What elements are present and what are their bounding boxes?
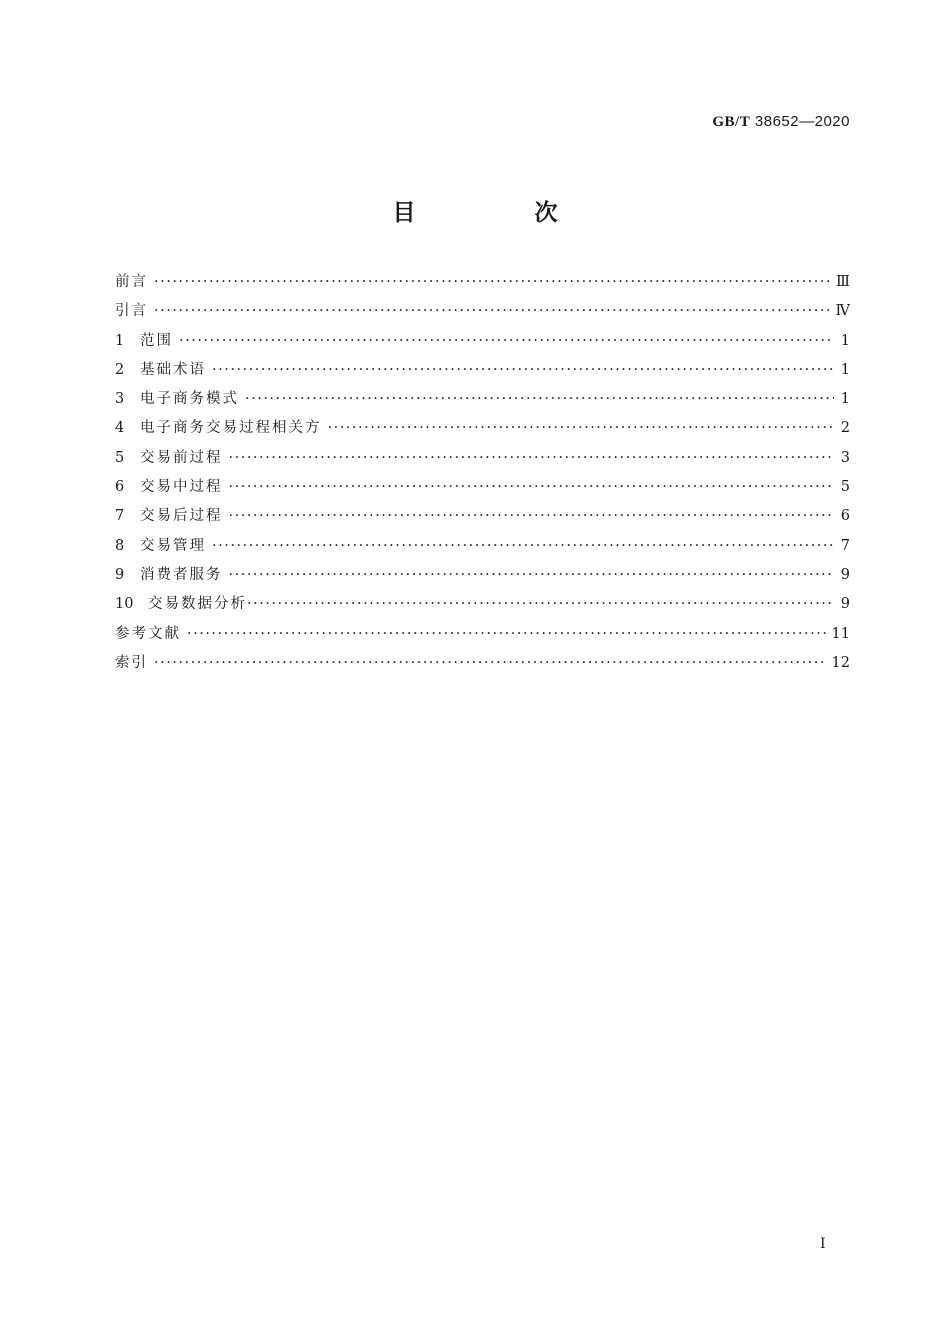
toc-leader-dots <box>229 450 835 466</box>
toc-entry-number: 9 <box>115 566 125 583</box>
toc-leader-dots <box>187 626 826 642</box>
toc-leader-dots <box>179 333 834 349</box>
toc-leader-dots <box>212 362 834 378</box>
toc-entry-title: 引言 <box>115 303 148 320</box>
standard-prefix: GB/T <box>712 114 751 130</box>
toc-leader-dots <box>212 538 834 554</box>
toc-entry-number: 10 <box>115 596 134 613</box>
toc-entry-page: Ⅲ <box>836 274 850 290</box>
toc-entry-number: 4 <box>115 420 125 437</box>
standard-number: 38652—2020 <box>754 113 850 130</box>
toc-leader-dots <box>328 420 835 436</box>
toc-entry-page: 1 <box>840 332 850 349</box>
toc-entry-2[interactable] <box>115 358 850 387</box>
toc-entry-number: 1 <box>115 332 125 349</box>
toc-entry-number: 6 <box>115 479 125 496</box>
toc-entry-page: 11 <box>831 625 850 642</box>
toc-leader-dots <box>229 567 835 583</box>
toc-entry-page: Ⅳ <box>835 303 850 320</box>
toc-entry-title: 交易前过程 <box>140 449 223 466</box>
toc-leader-dots <box>154 655 826 671</box>
toc-entry-foreword[interactable] <box>115 270 850 299</box>
toc-entry-introduction[interactable] <box>115 299 850 328</box>
toc-entry-page: 1 <box>840 391 850 408</box>
toc-entry-8[interactable] <box>115 534 850 563</box>
toc-leader-dots <box>154 274 830 290</box>
toc-entry-title: 交易管理 <box>140 537 206 554</box>
toc-entry-title: 消费者服务 <box>140 566 223 583</box>
toc-entry-6[interactable] <box>115 475 850 504</box>
toc-entry-page: 12 <box>831 654 850 671</box>
toc-entry-7[interactable] <box>115 504 850 533</box>
toc-entry-references[interactable] <box>115 622 850 651</box>
toc-entry-title: 前言 <box>115 274 148 290</box>
toc-entry-1[interactable] <box>115 329 850 358</box>
toc-entry-page: 9 <box>840 566 850 583</box>
toc-leader-dots <box>229 479 835 495</box>
toc-entry-title: 交易后过程 <box>140 508 223 525</box>
toc-entry-page: 3 <box>840 449 850 466</box>
toc-entry-page: 5 <box>840 479 850 496</box>
toc-entry-number: 5 <box>115 449 125 466</box>
toc-leader-dots <box>247 596 834 612</box>
page-title: 目 次 <box>392 200 606 226</box>
toc-entry-10[interactable] <box>115 592 850 621</box>
toc-entry-title: 交易数据分析 <box>148 596 247 613</box>
toc-entry-4[interactable] <box>115 416 850 445</box>
toc-entry-number: 7 <box>115 508 125 525</box>
toc-entry-index[interactable] <box>115 651 850 680</box>
page-number: I <box>820 1236 826 1252</box>
toc-entry-title: 索引 <box>115 654 148 671</box>
toc-entry-title: 参考文献 <box>115 625 181 642</box>
toc-entry-page: 1 <box>840 361 850 378</box>
toc-entry-title: 电子商务模式 <box>140 391 239 408</box>
toc-entry-page: 6 <box>840 508 850 525</box>
table-of-contents <box>115 270 850 680</box>
toc-entry-page: 9 <box>840 596 850 613</box>
toc-leader-dots <box>245 391 834 407</box>
toc-entry-9[interactable] <box>115 563 850 592</box>
standard-code <box>712 113 850 131</box>
toc-leader-dots <box>229 508 835 524</box>
toc-leader-dots <box>154 303 830 319</box>
toc-entry-title: 电子商务交易过程相关方 <box>140 420 322 437</box>
toc-entry-page: 7 <box>840 537 850 554</box>
toc-entry-title: 基础术语 <box>140 361 206 378</box>
toc-entry-number: 8 <box>115 537 125 554</box>
toc-entry-page: 2 <box>840 420 850 437</box>
toc-entry-number: 3 <box>115 391 125 408</box>
toc-entry-title: 范围 <box>140 332 173 349</box>
toc-entry-3[interactable] <box>115 387 850 416</box>
toc-entry-number: 2 <box>115 361 125 378</box>
toc-entry-title: 交易中过程 <box>140 479 223 496</box>
toc-entry-5[interactable] <box>115 446 850 475</box>
